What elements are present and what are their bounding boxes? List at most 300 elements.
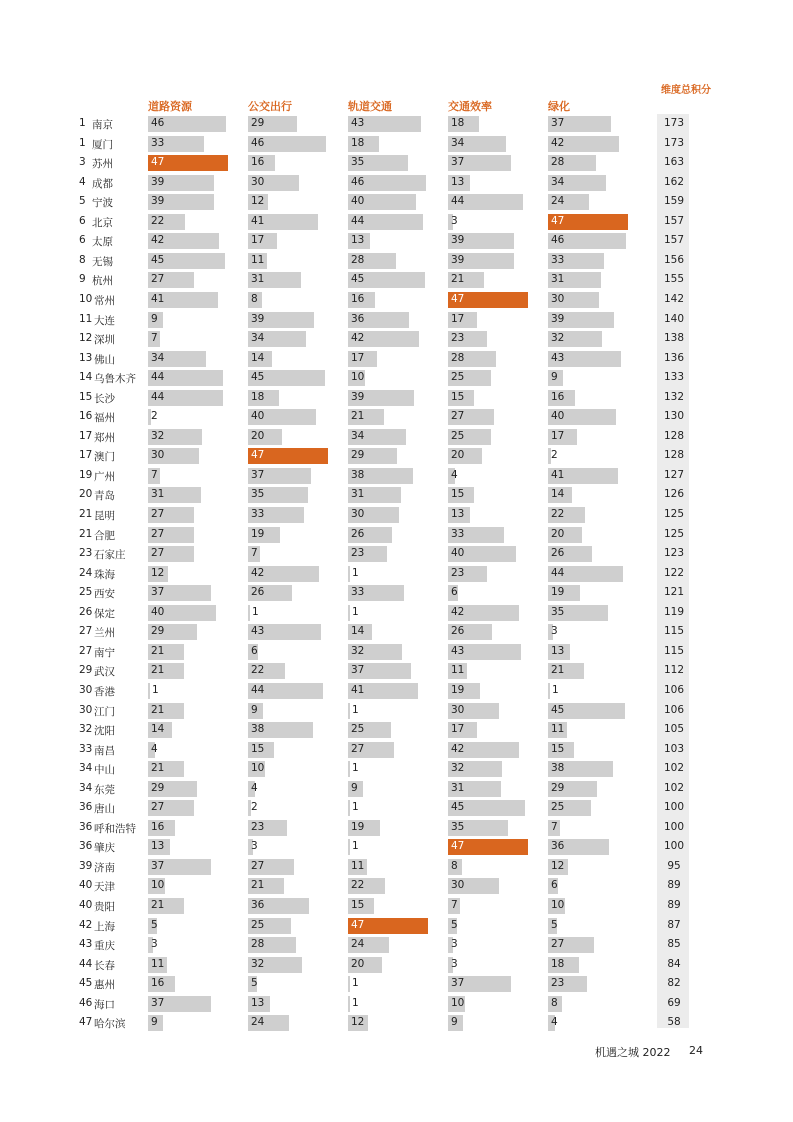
value-label: 11 [151,957,165,970]
value-label: 3 [151,938,158,951]
value-label: 23 [451,332,465,345]
value-label: 40 [351,195,365,208]
total-score: 106 [663,683,685,696]
value-label: 33 [451,527,465,540]
value-label: 29 [251,117,265,129]
value-label: 27 [151,801,165,814]
rank-label: 5 [79,195,86,208]
total-score: 155 [663,273,685,286]
rank-label: 8 [79,253,86,266]
value-label: 27 [151,508,165,520]
rank-label: 34 [79,762,93,775]
total-score: 85 [667,938,681,951]
total-score: 100 [663,801,685,814]
value-label: 30 [151,449,165,462]
city-label: 成都 [92,177,113,190]
value-label: 7 [151,468,158,481]
value-label: 40 [151,605,165,618]
value-label: 4 [551,1016,558,1029]
table-row [0,329,793,349]
value-label: 18 [451,117,465,129]
rank-label: 17 [79,429,93,442]
rank-label: 36 [79,840,93,853]
value-label: 27 [451,410,465,423]
value-label: 13 [551,644,565,657]
rank-label: 36 [79,801,93,814]
value-label: 5 [151,918,158,931]
value-label: 21 [551,664,565,677]
rank-label: 11 [79,312,93,325]
table-row [0,368,793,388]
value-label: 3 [451,957,458,970]
value-label: 10 [351,371,365,384]
value-label: 14 [351,625,365,638]
value-label: 38 [251,723,265,736]
total-score: 157 [663,214,685,227]
rank-label: 29 [79,664,93,677]
value-label: 45 [551,703,565,716]
value-label: 31 [551,273,565,286]
value-label: 14 [151,723,165,736]
value-label: 42 [451,605,465,618]
value-label: 43 [551,351,565,364]
value-label: 5 [451,918,458,931]
value-label: 39 [251,312,265,325]
table-row [0,349,793,369]
table-row [0,681,793,701]
value-label: 35 [551,605,565,618]
rank-label: 24 [79,566,93,579]
total-score: 126 [663,488,685,501]
value-label: 45 [351,273,365,286]
value-label: 28 [251,938,265,951]
table-row [0,505,793,525]
value-label: 3 [251,840,258,853]
value-label: 39 [451,234,465,247]
value-label: 42 [351,332,365,345]
rank-label: 33 [79,742,93,755]
value-label: 9 [151,312,158,325]
rank-label: 36 [79,820,93,833]
value-label: 10 [251,762,265,775]
city-label: 呼和浩特 [94,822,136,835]
table-row [0,525,793,545]
total-score: 130 [663,410,685,423]
value-label: 1 [352,703,359,716]
rank-label: 30 [79,683,93,696]
value-label: 1 [352,566,359,579]
rank-label: 16 [79,410,93,423]
total-score: 102 [663,762,685,775]
value-label: 16 [151,820,165,833]
value-label: 34 [551,175,565,188]
total-score: 95 [667,859,681,872]
total-score: 106 [663,703,685,716]
table-row [0,251,793,271]
total-score: 112 [663,664,685,677]
city-label: 常州 [94,294,115,307]
value-label: 21 [151,703,165,716]
value-label: 1 [352,605,359,618]
rank-label: 47 [79,1016,93,1029]
table-row [0,427,793,447]
rank-label: 12 [79,332,93,345]
value-label: 41 [151,292,165,305]
table-row [0,896,793,916]
table-row [0,974,793,994]
table-row [0,1013,793,1033]
value-bar [248,605,250,621]
value-label: 29 [151,625,165,638]
value-label: 26 [351,527,365,540]
city-label: 南京 [92,119,113,131]
table-row [0,466,793,486]
city-label: 哈尔滨 [94,1018,126,1031]
value-label: 37 [351,664,365,677]
total-score: 119 [663,605,685,618]
total-score: 89 [667,879,681,892]
table-row [0,798,793,818]
value-label: 22 [251,664,265,677]
value-label: 3 [451,214,458,227]
value-label: 41 [251,214,265,227]
table-row [0,779,793,799]
rank-label: 46 [79,996,93,1009]
rank-label: 40 [79,899,93,911]
total-score: 128 [663,429,685,442]
rank-label: 44 [79,957,93,970]
rank-label: 20 [79,488,93,501]
value-label: 41 [351,683,365,696]
rank-label: 39 [79,859,93,872]
value-label: 19 [251,527,265,540]
city-label: 上海 [94,920,115,933]
table-row [0,642,793,662]
value-label: 4 [151,742,158,755]
city-label: 合肥 [94,529,115,542]
value-bar [548,683,550,699]
rank-label: 14 [79,371,93,384]
value-label: 40 [251,410,265,423]
total-score: 128 [663,449,685,462]
value-label: 24 [251,1016,265,1029]
value-label: 16 [251,156,265,169]
value-bar [348,761,350,777]
value-label: 18 [251,390,265,403]
total-score: 162 [663,175,685,188]
rank-label: 40 [79,879,93,892]
value-label: 7 [151,332,158,345]
value-label: 30 [251,175,265,188]
city-label: 宁波 [92,197,113,210]
rank-label: 45 [79,977,93,990]
value-label: 13 [451,508,465,520]
dimension-header-0: 道路资源 [148,100,192,113]
value-label: 33 [351,586,365,599]
value-label: 39 [551,312,565,325]
value-label: 46 [251,136,265,149]
city-label: 无锡 [92,255,113,268]
city-label: 苏州 [92,158,113,171]
value-label: 8 [551,996,558,1009]
table-row [0,310,793,330]
city-label: 大连 [94,314,115,327]
value-label: 20 [451,449,465,462]
table-row [0,270,793,290]
value-label: 30 [451,879,465,892]
value-label: 12 [351,1016,365,1029]
value-label: 28 [451,351,465,364]
value-bar [348,566,350,582]
value-label: 15 [451,390,465,403]
city-label: 深圳 [94,334,115,347]
city-label: 福州 [94,412,115,425]
value-label: 32 [251,957,265,970]
value-label: 11 [351,859,365,872]
value-label: 42 [151,234,165,247]
value-label: 18 [351,136,365,149]
total-score: 157 [663,234,685,247]
rank-label: 21 [79,527,93,540]
value-label: 39 [151,195,165,208]
value-label: 15 [451,488,465,501]
value-label: 47 [551,214,565,227]
value-label: 20 [551,527,565,540]
value-label: 45 [151,253,165,266]
dimension-header-4: 绿化 [548,100,570,113]
value-label: 47 [251,449,265,462]
value-label: 37 [551,117,565,129]
city-label: 长沙 [94,392,115,405]
value-label: 37 [251,468,265,481]
value-label: 37 [151,996,165,1009]
table-row [0,955,793,975]
rank-label: 25 [79,586,93,599]
value-label: 28 [551,156,565,169]
total-score: 103 [663,742,685,755]
total-score: 136 [663,351,685,364]
city-label: 香港 [94,685,115,698]
table-row [0,935,793,955]
value-label: 26 [551,547,565,560]
city-label: 广州 [94,470,115,483]
rank-label: 1 [79,136,86,149]
value-label: 17 [551,429,565,442]
rank-label: 43 [79,938,93,951]
dimension-header-3: 交通效率 [448,100,492,113]
value-bar [348,996,350,1012]
value-label: 24 [551,195,565,208]
table-row [0,192,793,212]
value-label: 21 [251,879,265,892]
city-label: 沈阳 [94,725,115,738]
city-label: 西安 [94,588,115,601]
value-label: 33 [251,508,265,520]
rank-label: 27 [79,644,93,657]
city-label: 南宁 [94,646,115,659]
value-label: 33 [551,253,565,266]
value-label: 31 [251,273,265,286]
rank-label: 6 [79,234,86,247]
table-row [0,231,793,251]
value-label: 23 [351,547,365,560]
rank-label: 13 [79,351,93,364]
value-label: 12 [151,566,165,579]
value-label: 39 [351,390,365,403]
value-label: 37 [151,586,165,599]
value-label: 33 [151,136,165,149]
value-label: 31 [351,488,365,501]
value-label: 21 [151,762,165,775]
table-row [0,876,793,896]
table-row [0,173,793,193]
value-label: 1 [252,605,259,618]
total-score: 142 [663,292,685,305]
total-score: 115 [663,625,685,638]
table-row [0,134,793,154]
value-label: 9 [451,1016,458,1029]
rank-label: 23 [79,547,93,560]
city-label: 石家庄 [94,549,126,562]
rank-label: 26 [79,605,93,618]
table-row [0,661,793,681]
value-label: 44 [551,566,565,579]
value-label: 27 [351,742,365,755]
total-score: 122 [663,566,685,579]
value-label: 46 [351,175,365,188]
value-label: 27 [151,547,165,560]
total-score-header: 维度总积分 [661,85,711,96]
value-label: 11 [451,664,465,677]
value-label: 34 [451,136,465,149]
city-label: 海口 [94,998,115,1011]
value-label: 10 [151,879,165,892]
value-label: 39 [451,253,465,266]
value-label: 25 [551,801,565,814]
value-label: 31 [451,781,465,794]
value-label: 8 [451,859,458,872]
value-label: 11 [551,723,565,736]
value-label: 19 [551,586,565,599]
total-score: 100 [663,820,685,833]
value-label: 13 [151,840,165,853]
value-label: 7 [551,820,558,833]
value-label: 20 [251,429,265,442]
total-score: 58 [667,1016,681,1029]
value-label: 15 [551,742,565,755]
city-label: 佛山 [94,353,115,366]
table-row [0,583,793,603]
table-row [0,114,793,134]
total-score: 87 [667,918,681,931]
value-label: 44 [451,195,465,208]
city-label: 天津 [94,881,115,894]
total-score: 115 [663,644,685,657]
city-label: 厦门 [92,138,113,151]
value-label: 40 [551,410,565,423]
value-label: 38 [551,762,565,775]
total-score: 140 [663,312,685,325]
value-label: 19 [451,683,465,696]
value-label: 47 [451,840,465,853]
value-label: 34 [251,332,265,345]
city-label: 昆明 [94,510,115,522]
value-label: 1 [552,683,559,696]
value-label: 30 [451,703,465,716]
value-label: 21 [151,664,165,677]
value-label: 9 [251,703,258,716]
total-score: 173 [663,136,685,149]
total-score: 82 [667,977,681,990]
city-label: 惠州 [94,979,115,992]
value-bar [348,839,350,855]
value-label: 44 [151,371,165,384]
value-label: 43 [251,625,265,638]
value-label: 14 [251,351,265,364]
rank-label: 1 [79,117,86,129]
value-label: 22 [151,214,165,227]
value-label: 37 [451,156,465,169]
value-label: 29 [551,781,565,794]
value-label: 32 [451,762,465,775]
value-label: 28 [351,253,365,266]
value-label: 19 [351,820,365,833]
value-bar [348,800,350,816]
value-label: 27 [151,273,165,286]
city-label: 重庆 [94,940,115,953]
total-score: 138 [663,332,685,345]
value-label: 36 [251,899,265,911]
value-label: 4 [451,468,458,481]
city-label: 郑州 [94,431,115,444]
value-label: 1 [352,977,359,990]
total-score: 123 [663,547,685,560]
table-row [0,857,793,877]
value-label: 42 [251,566,265,579]
value-label: 25 [251,918,265,931]
value-label: 12 [551,859,565,872]
value-label: 9 [551,371,558,384]
value-label: 21 [151,899,165,911]
value-label: 1 [152,683,159,696]
value-label: 2 [551,449,558,462]
value-label: 29 [351,449,365,462]
table-row [0,603,793,623]
total-score: 89 [667,899,681,911]
value-label: 7 [451,899,458,911]
value-label: 40 [451,547,465,560]
value-label: 5 [251,977,258,990]
value-bar [348,703,350,719]
total-score: 121 [663,586,685,599]
city-label: 保定 [94,607,115,620]
value-label: 7 [251,547,258,560]
value-label: 36 [351,312,365,325]
total-score: 163 [663,156,685,169]
rank-label: 27 [79,625,93,638]
value-label: 26 [251,586,265,599]
value-label: 1 [352,801,359,814]
table-row [0,740,793,760]
city-label: 太原 [92,236,113,249]
city-label: 江门 [94,705,115,718]
table-row [0,564,793,584]
dimension-header-2: 轨道交通 [348,100,392,113]
total-score: 102 [663,781,685,794]
value-label: 22 [351,879,365,892]
value-bar [348,605,350,621]
table-row [0,622,793,642]
